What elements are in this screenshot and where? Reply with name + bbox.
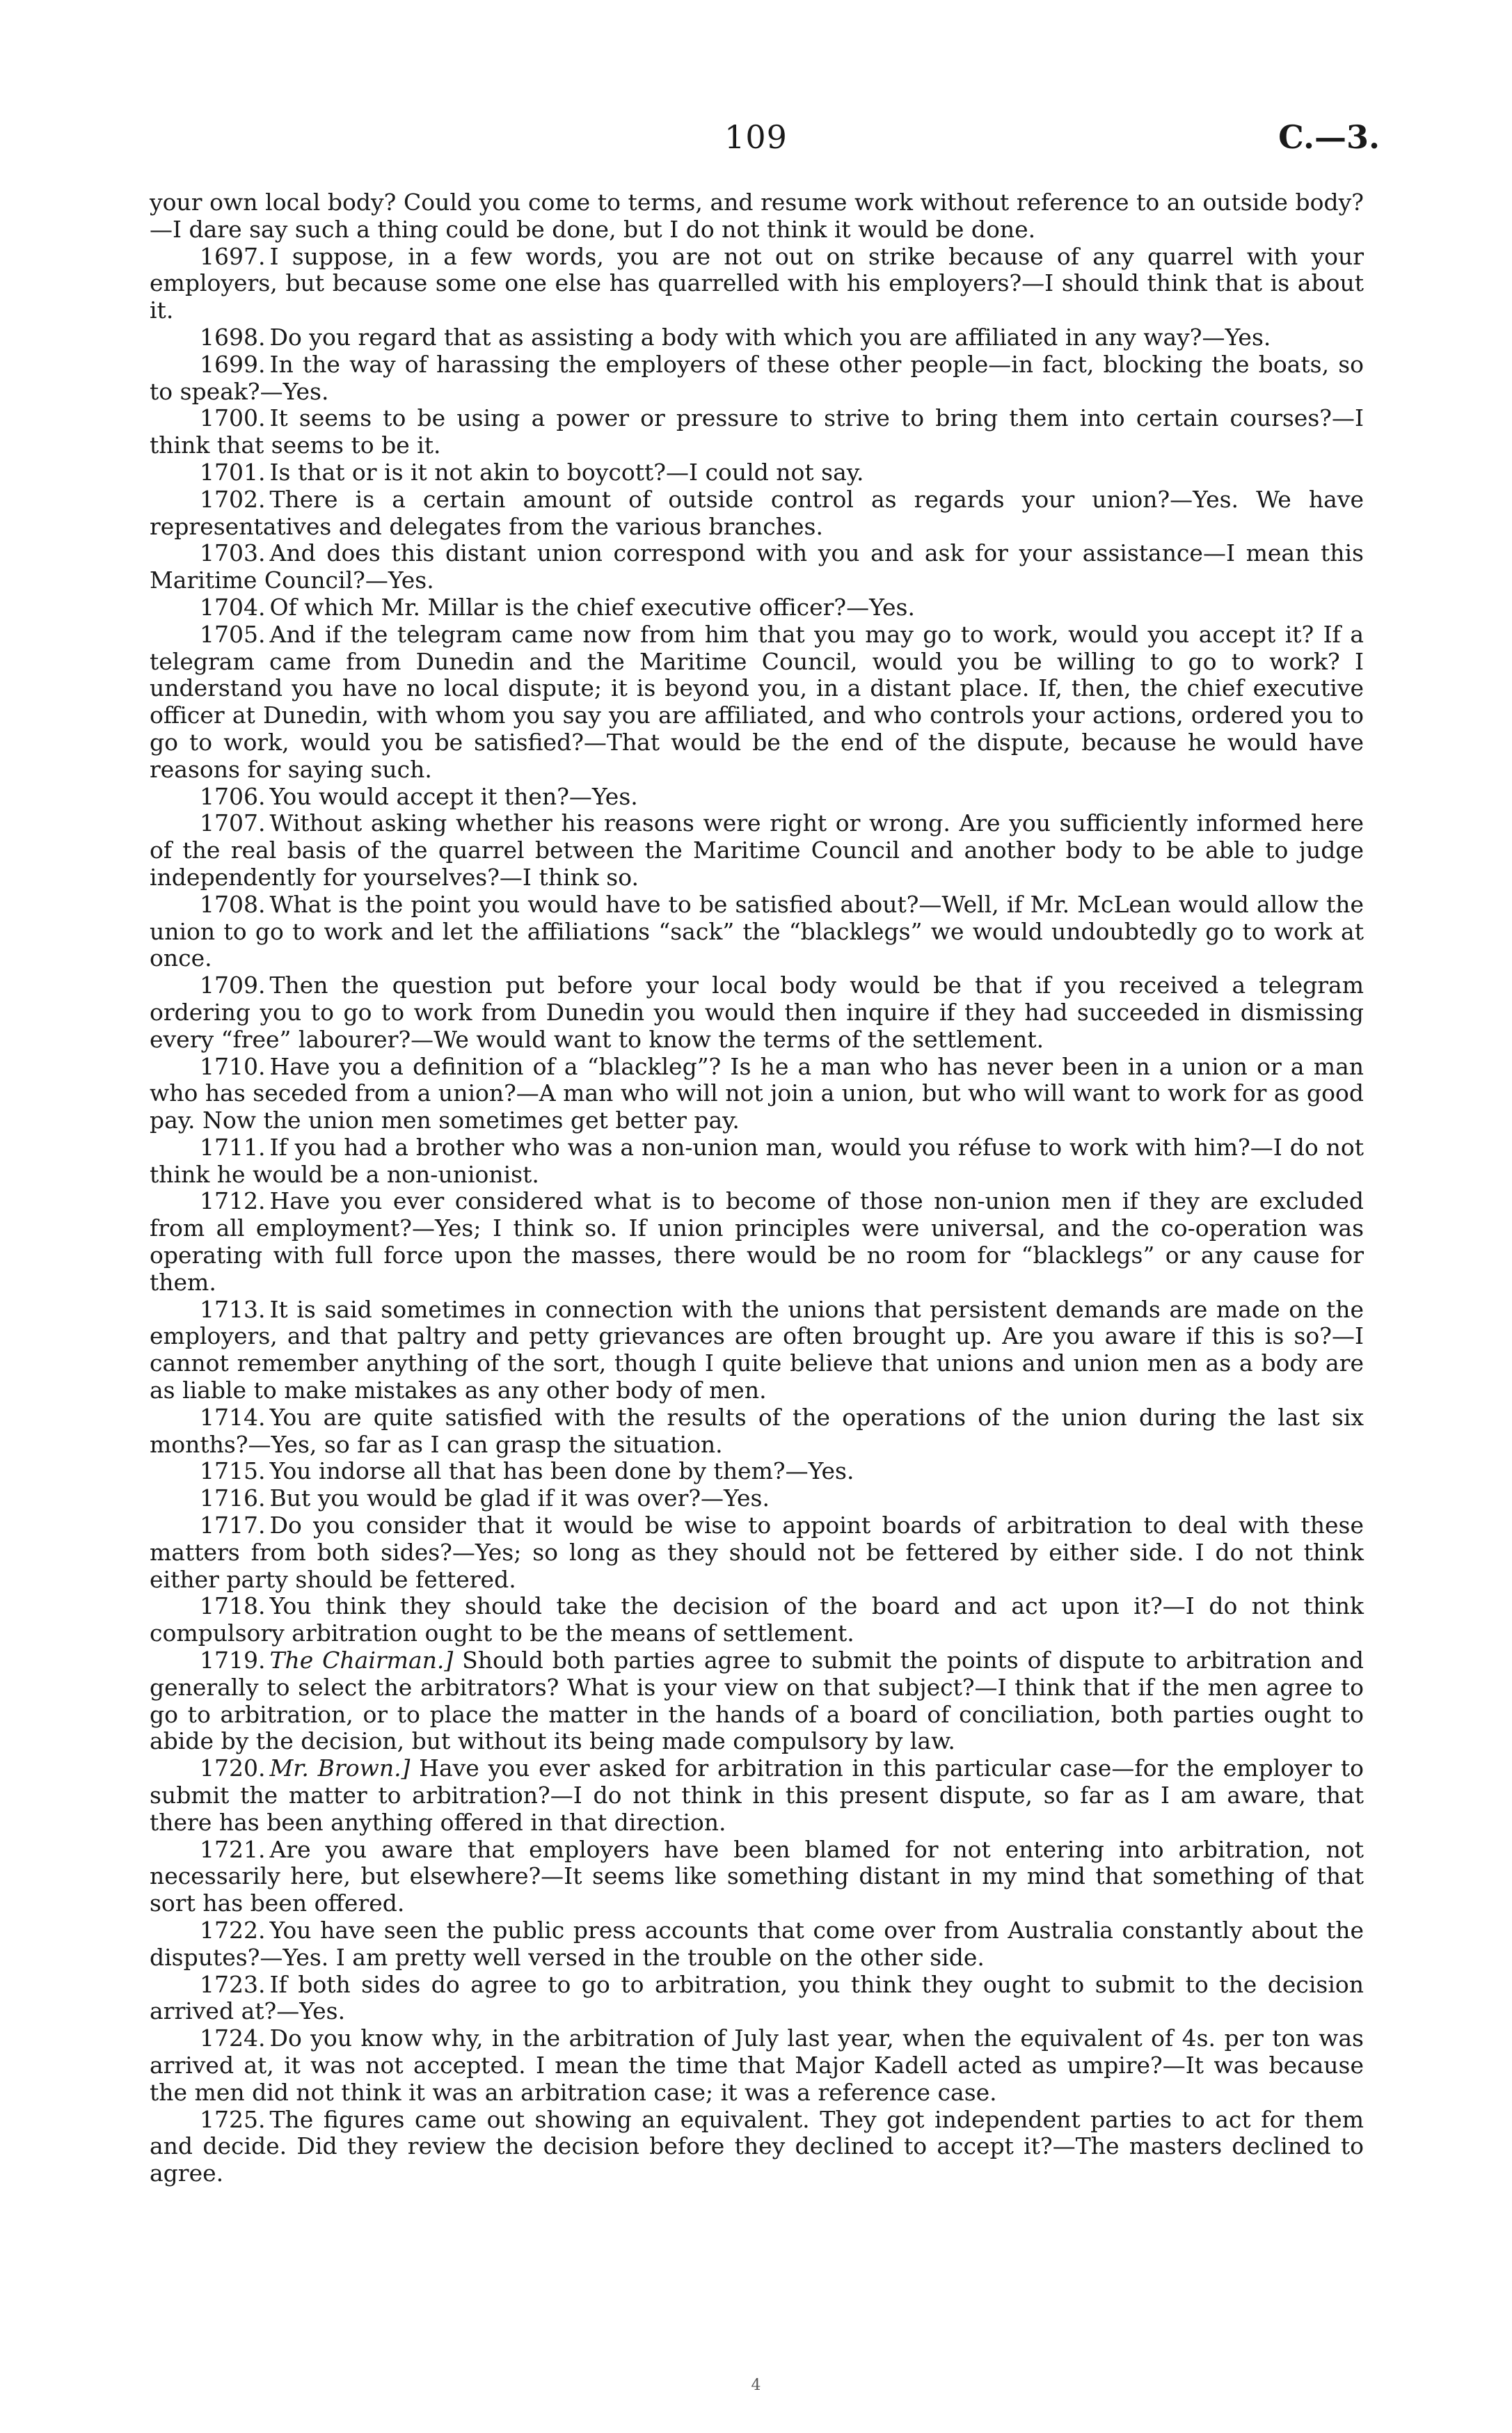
question-paragraph: [150, 1512, 1364, 1593]
question-list: [150, 244, 1364, 2187]
question-paragraph: [150, 405, 1364, 459]
question-number: 1716.: [200, 1484, 266, 1512]
question-number: 1706.: [200, 782, 266, 810]
question-text: And if the telegram came now from him that you may go to work, would you accept it? If a telegram came from Dunedin and the Maritime Council, would you be willing to go to work? I understand you have no local dispute; it is beyond you, in a distant place. If, then, the chief executive officer at Dunedin, with whom you say you are affiliated, and who controls your actions, ordered you to go to work, would you be satisfied?—That would be the end of the dispute, because he would have reasons for saying such.: [150, 620, 1364, 783]
question-paragraph: [150, 1458, 1364, 1485]
question-text: The figures came out showing an equivalent. They got independent parties to act for them and decide. Did they review the decision before they declined to accept it?—The masters declined to agree.: [150, 2105, 1364, 2187]
question-paragraph: [150, 1593, 1364, 1647]
question-number: 1698.: [200, 323, 266, 351]
question-text: You indorse all that has been done by them?—Yes.: [269, 1457, 854, 1485]
question-number: 1715.: [200, 1457, 266, 1485]
question-paragraph: [150, 1917, 1364, 1972]
question-text: Are you aware that employers have been blamed for not entering into arbitration, not necessarily here, but elsewhere?—It seems like something distant in my mind that something of that sort has been offered.: [150, 1835, 1364, 1917]
question-number: 1719.: [200, 1647, 266, 1674]
question-paragraph: [150, 459, 1364, 486]
question-number: 1720.: [200, 1754, 266, 1782]
question-paragraph: [150, 486, 1364, 541]
question-number: 1707.: [200, 809, 266, 837]
question-text: Should both parties agree to submit the points of dispute to arbitration and generally to select the arbitrators? What is your view on that subject?—I think that if the men agree to go to arbitration, or to place the matter in the hands of a board of conciliation, both parties ought to abide by the decision, but without its being made compulsory by law.: [150, 1647, 1364, 1755]
question-number: 1722.: [200, 1917, 266, 1944]
question-text: Of which Mr. Millar is the chief executive officer?—Yes.: [269, 593, 915, 621]
question-paragraph: [150, 594, 1364, 621]
question-paragraph: [150, 540, 1364, 594]
question-paragraph: [150, 621, 1364, 784]
question-text: Do you know why, in the arbitration of July last year, when the equivalent of 4s. per ton was arrived at, it was not accepted. I mean the time that Major Kadell acted as umpire?—It was because the men did not think it was an arbitration case; it was a reference case.: [150, 2024, 1364, 2106]
question-text: It is said sometimes in connection with the unions that persistent demands are made on the employers, and that paltry and petty grievances are often brought up. Are you aware if this is so?—I cannot remember anything of the sort, though I quite believe that unions and union men as a body are as liable to make mistakes as any other body of men.: [150, 1295, 1364, 1404]
question-paragraph: [150, 891, 1364, 972]
document-reference: C.—3.: [1278, 118, 1380, 156]
question-number: 1712.: [200, 1187, 266, 1215]
question-paragraph: [150, 324, 1364, 351]
question-paragraph: [150, 1404, 1364, 1459]
question-text: You would accept it then?—Yes.: [269, 782, 638, 810]
question-number: 1721.: [200, 1835, 266, 1863]
question-number: 1709.: [200, 972, 266, 999]
question-number: 1710.: [200, 1052, 266, 1080]
question-text: Have you a definition of a “blackleg”? Is he a man who has never been in a union or a man who has seceded from a union?—A man who will not join a union, but who will want to work for as good pay. Now the union men sometimes get better pay.: [150, 1052, 1364, 1134]
question-number: 1725.: [200, 2105, 266, 2133]
speaker-label: The Chairman.]: [269, 1647, 454, 1674]
question-text: If both sides do agree to go to arbitration, you think they ought to submit to the decision arrived at?—Yes.: [150, 1970, 1364, 2025]
page-number: 109: [724, 118, 788, 156]
question-number: 1699.: [200, 350, 266, 378]
question-number: 1703.: [200, 539, 266, 567]
question-paragraph: [150, 1297, 1364, 1404]
question-text: What is the point you would have to be satisfied about?—Well, if Mr. McLean would allow the union to go to work and let the affiliations “sack” the “blacklegs” we would undoubtedly go to work at once.: [150, 890, 1364, 972]
question-number: 1718.: [200, 1592, 266, 1620]
question-paragraph: [150, 1837, 1364, 1917]
question-paragraph: [150, 1188, 1364, 1296]
body-text: [150, 189, 1364, 2187]
question-text: Have you ever asked for arbitration in this particular case—for the employer to submit the matter to arbitration?—I do not think in this present dispute, so far as I am aware, that there has been anything offered in that direction.: [150, 1754, 1364, 1836]
question-number: 1717.: [200, 1512, 266, 1539]
question-text: Have you ever considered what is to become of those non-union men if they are excluded from all employment?—Yes; I think so. If union principles were universal, and the co-operation was operating with full force upon the masses, there would be no room for “blacklegs” or any cause for them.: [150, 1187, 1364, 1296]
question-number: 1700.: [200, 404, 266, 432]
question-text: You think they should take the decision of the board and act upon it?—I do not think compulsory arbitration ought to be the means of settlement.: [150, 1592, 1364, 1647]
footer-mark: 4: [751, 2377, 761, 2394]
question-paragraph: [150, 244, 1364, 324]
question-number: 1701.: [200, 458, 266, 486]
question-number: 1697.: [200, 242, 266, 270]
question-paragraph: [150, 2107, 1364, 2187]
question-number: 1714.: [200, 1403, 266, 1431]
question-number: 1705.: [200, 620, 266, 648]
question-text: You are quite satisfied with the results of the operations of the union during the last six months?—Yes, so far as I can grasp the situation.: [150, 1403, 1364, 1458]
question-paragraph: [150, 972, 1364, 1053]
question-paragraph: [150, 2025, 1364, 2106]
question-text: It seems to be using a power or pressure to strive to bring them into certain courses?—I think that seems to be it.: [150, 404, 1364, 459]
question-text: You have seen the public press accounts that come over from Australia constantly about the disputes?—Yes. I am pretty well versed in the trouble on the other side.: [150, 1917, 1364, 1971]
question-text: Then the question put before your local body would be that if you received a telegram ordering you to go to work from Dunedin you would then inquire if they had succeeded in dismissing every “free” labourer?—We would want to know the terms of the settlement.: [150, 972, 1364, 1053]
question-text: I suppose, in a few words, you are not out on strike because of any quarrel with your employers, but because some one else has quarrelled with his employers?—I should think that is about it.: [150, 242, 1364, 324]
question-paragraph: [150, 784, 1364, 811]
question-text: Is that or is it not akin to boycott?—I could not say.: [269, 458, 864, 486]
question-number: 1724.: [200, 2024, 266, 2052]
question-text: Without asking whether his reasons were right or wrong. Are you sufficiently informed here of the real basis of the quarrel between the Maritime Council and another body to be able to judge independently for yourselves?—I think so.: [150, 809, 1364, 891]
question-paragraph: [150, 1755, 1364, 1836]
question-text: Do you regard that as assisting a body with which you are affiliated in any way?—Yes.: [269, 323, 1271, 351]
question-number: 1704.: [200, 593, 266, 621]
question-text: In the way of harassing the employers of these other people—in fact, blocking the boats, so to speak?—Yes.: [150, 350, 1364, 405]
question-paragraph: [150, 351, 1364, 406]
question-number: 1711.: [200, 1133, 266, 1161]
question-number: 1713.: [200, 1295, 266, 1323]
question-paragraph: [150, 1485, 1364, 1512]
question-paragraph: [150, 1647, 1364, 1755]
question-paragraph: [150, 1054, 1364, 1134]
opening-paragraph: your own local body? Could you come to terms, and resume work without reference to an outside body?—I dare say such a thing could be done, but I do not think it would be done.: [150, 189, 1364, 243]
question-text: Do you consider that it would be wise to appoint boards of arbitration to deal with these matters from both sides?—Yes; so long as they should not be fettered by either side. I do not think either party should be fettered.: [150, 1512, 1364, 1593]
question-number: 1702.: [200, 485, 266, 513]
question-paragraph: [150, 1972, 1364, 2026]
question-text: But you would be glad if it was over?—Yes.: [269, 1484, 770, 1512]
question-paragraph: [150, 1134, 1364, 1189]
speaker-label: Mr. Brown.]: [269, 1754, 411, 1782]
question-text: If you had a brother who was a non-union man, would you réfuse to work with him?—I do not think he would be a non-unionist.: [150, 1133, 1364, 1188]
question-number: 1708.: [200, 890, 266, 918]
question-number: 1723.: [200, 1970, 266, 1998]
question-text: There is a certain amount of outside control as regards your union?—Yes. We have representatives and delegates from the various branches.: [150, 485, 1364, 540]
question-text: And does this distant union correspond with you and ask for your assistance—I mean this Maritime Council?—Yes.: [150, 539, 1364, 594]
question-paragraph: [150, 810, 1364, 891]
